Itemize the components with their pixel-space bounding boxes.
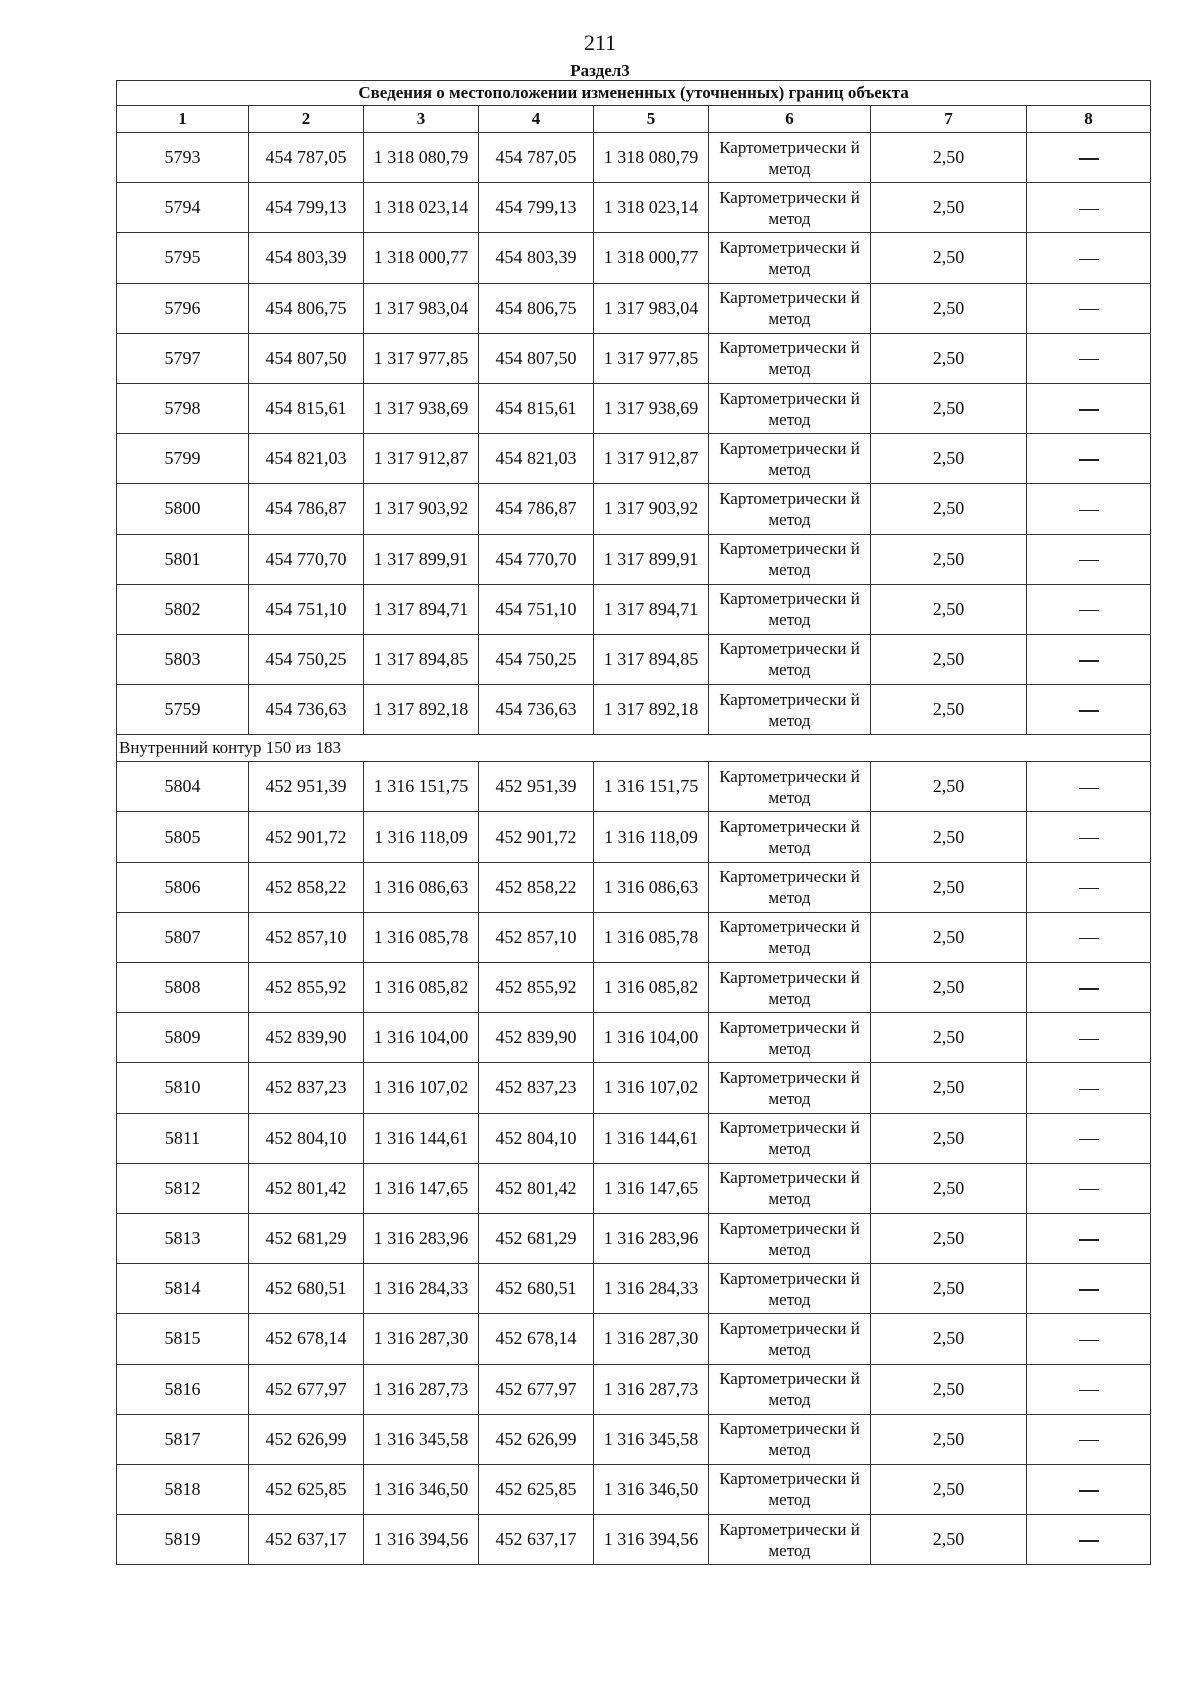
column-header: 4 <box>479 106 594 133</box>
column-header: 8 <box>1027 106 1151 133</box>
table-row <box>117 233 1151 283</box>
table-cell: 5794 <box>117 183 249 233</box>
table-cell: 2,50 <box>871 333 1027 383</box>
table-cell-dash <box>1027 634 1151 684</box>
table-cell: 5800 <box>117 484 249 534</box>
dash-mark <box>1079 309 1099 310</box>
table-cell: 2,50 <box>871 963 1027 1013</box>
table-cell: 452 680,51 <box>479 1264 594 1314</box>
table-cell: Картометрически й метод <box>709 762 871 812</box>
table-cell-dash <box>1027 484 1151 534</box>
column-header: 2 <box>249 106 364 133</box>
table-cell-dash <box>1027 383 1151 433</box>
dash-mark <box>1079 1340 1099 1341</box>
table-cell: 1 316 107,02 <box>594 1063 709 1113</box>
table-cell: 5809 <box>117 1013 249 1063</box>
table-cell: 1 316 118,09 <box>594 812 709 862</box>
table-cell: 1 317 894,85 <box>364 634 479 684</box>
table-cell: 452 839,90 <box>249 1013 364 1063</box>
table-cell: 1 316 394,56 <box>364 1515 479 1565</box>
table-cell-dash <box>1027 963 1151 1013</box>
table-cell: 452 625,85 <box>479 1464 594 1514</box>
dash-mark <box>1079 1239 1099 1240</box>
dash-mark <box>1079 359 1099 360</box>
table-cell: 1 316 284,33 <box>594 1264 709 1314</box>
table-cell: Картометрически й метод <box>709 183 871 233</box>
table-cell: 454 807,50 <box>479 333 594 383</box>
table-row <box>117 133 1151 183</box>
table-cell: 1 316 287,30 <box>594 1314 709 1364</box>
table-cell: 1 316 287,30 <box>364 1314 479 1364</box>
table-cell-dash <box>1027 1515 1151 1565</box>
table-cell: 2,50 <box>871 534 1027 584</box>
table-row <box>117 1414 1151 1464</box>
table-cell: 5808 <box>117 963 249 1013</box>
table-cell: Картометрически й метод <box>709 1113 871 1163</box>
table-cell: 454 787,05 <box>249 133 364 183</box>
table-cell: 1 316 283,96 <box>364 1213 479 1263</box>
table-cell: 1 317 903,92 <box>594 484 709 534</box>
page-number: 211 <box>583 30 617 55</box>
table-row <box>117 1163 1151 1213</box>
table-row <box>117 1213 1151 1263</box>
table-cell: 1 317 912,87 <box>594 434 709 484</box>
table-cell: 1 316 144,61 <box>364 1113 479 1163</box>
table-cell: 1 318 023,14 <box>364 183 479 233</box>
table-cell: 1 316 283,96 <box>594 1213 709 1263</box>
table-cell: 1 316 394,56 <box>594 1515 709 1565</box>
table-cell: 452 626,99 <box>249 1414 364 1464</box>
table-cell: 1 317 894,71 <box>364 584 479 634</box>
table-cell: 2,50 <box>871 685 1027 735</box>
table-cell: 454 751,10 <box>479 584 594 634</box>
table-cell: 452 804,10 <box>249 1113 364 1163</box>
table-cell: 1 316 085,82 <box>594 963 709 1013</box>
table-cell: 1 317 899,91 <box>364 534 479 584</box>
table-cell: Картометрически й метод <box>709 1213 871 1263</box>
table-cell-dash <box>1027 1063 1151 1113</box>
table-row <box>117 963 1151 1013</box>
dash-mark <box>1079 1039 1099 1040</box>
table-row <box>117 762 1151 812</box>
dash-mark <box>1079 1490 1099 1491</box>
table-cell: 5759 <box>117 685 249 735</box>
table-cell: 5810 <box>117 1063 249 1113</box>
table-cell: 5796 <box>117 283 249 333</box>
table-row <box>117 912 1151 962</box>
table-cell: 1 316 104,00 <box>594 1013 709 1063</box>
table-cell: 452 857,10 <box>249 912 364 962</box>
table-cell: 452 677,97 <box>249 1364 364 1414</box>
table-cell: 2,50 <box>871 383 1027 433</box>
table-cell-dash <box>1027 584 1151 634</box>
table-cell: 2,50 <box>871 484 1027 534</box>
dash-mark <box>1079 209 1099 210</box>
table-cell: 5804 <box>117 762 249 812</box>
table-cell: 2,50 <box>871 1515 1027 1565</box>
table-cell: 452 681,29 <box>249 1213 364 1263</box>
table-cell: Картометрически й метод <box>709 1163 871 1213</box>
table-cell-dash <box>1027 183 1151 233</box>
table-cell-dash <box>1027 862 1151 912</box>
table-cell: 5793 <box>117 133 249 183</box>
dash-mark <box>1079 1189 1099 1190</box>
table-cell: 2,50 <box>871 812 1027 862</box>
table-cell: 1 317 899,91 <box>594 534 709 584</box>
table-cell: 1 317 983,04 <box>594 283 709 333</box>
table-cell-dash <box>1027 1013 1151 1063</box>
table-cell: 454 799,13 <box>249 183 364 233</box>
table-cell: 452 855,92 <box>249 963 364 1013</box>
table-cell: 1 316 144,61 <box>594 1113 709 1163</box>
dash-mark <box>1079 1089 1099 1090</box>
table-cell: 1 318 023,14 <box>594 183 709 233</box>
table-cell: 5795 <box>117 233 249 283</box>
table-cell: 452 901,72 <box>479 812 594 862</box>
table-row <box>117 1013 1151 1063</box>
coordinates-table <box>116 80 1151 1565</box>
table-cell: 452 680,51 <box>249 1264 364 1314</box>
table-cell: 454 815,61 <box>479 383 594 433</box>
table-cell: 2,50 <box>871 1414 1027 1464</box>
table-cell: 452 858,22 <box>479 862 594 912</box>
table-cell: 5812 <box>117 1163 249 1213</box>
table-cell: 452 678,14 <box>249 1314 364 1364</box>
table-cell: 1 316 287,73 <box>594 1364 709 1414</box>
table-cell: 1 317 892,18 <box>364 685 479 735</box>
table-cell-dash <box>1027 283 1151 333</box>
table-row <box>117 685 1151 735</box>
table-cell: 5805 <box>117 812 249 862</box>
table-cell: 2,50 <box>871 1163 1027 1213</box>
table-cell: 1 317 912,87 <box>364 434 479 484</box>
section-title: Раздел3 <box>570 61 630 80</box>
table-row <box>117 183 1151 233</box>
table-row <box>117 584 1151 634</box>
dash-mark <box>1079 888 1099 889</box>
table-cell-dash <box>1027 1364 1151 1414</box>
table-cell: 1 316 151,75 <box>594 762 709 812</box>
column-header: 7 <box>871 106 1027 133</box>
table-cell: Картометрически й метод <box>709 233 871 283</box>
table-cell: 1 316 085,82 <box>364 963 479 1013</box>
table-cell: 5797 <box>117 333 249 383</box>
table-cell: 1 317 894,71 <box>594 584 709 634</box>
table-cell: 2,50 <box>871 1464 1027 1514</box>
table-cell: 454 787,05 <box>479 133 594 183</box>
column-header: 6 <box>709 106 871 133</box>
table-cell: 5814 <box>117 1264 249 1314</box>
table-cell: 452 637,17 <box>479 1515 594 1565</box>
dash-mark <box>1079 660 1099 661</box>
dash-mark <box>1079 409 1099 410</box>
table-cell: 1 317 977,85 <box>594 333 709 383</box>
table-cell: 454 803,39 <box>479 233 594 283</box>
dash-mark <box>1079 459 1099 460</box>
table-cell-dash <box>1027 1264 1151 1314</box>
contour-label: Внутренний контур 150 из 183 <box>117 735 1151 762</box>
table-cell: 2,50 <box>871 183 1027 233</box>
table-cell-dash <box>1027 434 1151 484</box>
table-cell: 1 317 903,92 <box>364 484 479 534</box>
dash-mark <box>1079 710 1099 711</box>
table-cell: 2,50 <box>871 584 1027 634</box>
table-cell: 1 318 080,79 <box>594 133 709 183</box>
table-cell: 1 317 938,69 <box>364 383 479 433</box>
dash-mark <box>1079 988 1099 989</box>
dash-mark <box>1079 1440 1099 1441</box>
table-cell: 1 318 000,77 <box>364 233 479 283</box>
column-header: 1 <box>117 106 249 133</box>
dash-mark <box>1079 1139 1099 1140</box>
table-cell: 2,50 <box>871 233 1027 283</box>
table-cell: 452 681,29 <box>479 1213 594 1263</box>
table-cell: 452 951,39 <box>249 762 364 812</box>
table-cell: 1 316 151,75 <box>364 762 479 812</box>
table-cell-dash <box>1027 812 1151 862</box>
table-cell-dash <box>1027 333 1151 383</box>
dash-mark <box>1079 838 1099 839</box>
table-title: Сведения о местоположении измененных (уточненных) границ объекта <box>117 81 1151 106</box>
table-cell: 1 316 345,58 <box>594 1414 709 1464</box>
table-cell: Картометрически й метод <box>709 1264 871 1314</box>
column-header: 3 <box>364 106 479 133</box>
table-cell: 452 837,23 <box>479 1063 594 1113</box>
table-cell: 2,50 <box>871 1264 1027 1314</box>
table-cell: 454 821,03 <box>249 434 364 484</box>
table-row <box>117 434 1151 484</box>
table-cell: 5816 <box>117 1364 249 1414</box>
table-cell: 1 316 147,65 <box>594 1163 709 1213</box>
table-cell: Картометрически й метод <box>709 1364 871 1414</box>
table-cell: 2,50 <box>871 912 1027 962</box>
table-row <box>117 1314 1151 1364</box>
table-cell: 2,50 <box>871 1213 1027 1263</box>
table-row <box>117 634 1151 684</box>
table-row <box>117 383 1151 433</box>
table-cell: 454 750,25 <box>249 634 364 684</box>
table-cell: 452 804,10 <box>479 1113 594 1163</box>
dash-mark <box>1079 938 1099 939</box>
table-cell: Картометрически й метод <box>709 584 871 634</box>
table-cell: 454 736,63 <box>479 685 594 735</box>
table-cell-dash <box>1027 1464 1151 1514</box>
table-cell: 452 951,39 <box>479 762 594 812</box>
table-cell-dash <box>1027 233 1151 283</box>
table-cell: Картометрически й метод <box>709 434 871 484</box>
table-row <box>117 1264 1151 1314</box>
table-cell: Картометрически й метод <box>709 1063 871 1113</box>
table-cell: 452 857,10 <box>479 912 594 962</box>
table-cell: Картометрически й метод <box>709 812 871 862</box>
table-cell: 5811 <box>117 1113 249 1163</box>
dash-mark <box>1079 1289 1099 1290</box>
table-cell: Картометрически й метод <box>709 1314 871 1364</box>
table-cell: 1 316 118,09 <box>364 812 479 862</box>
table-cell: 2,50 <box>871 634 1027 684</box>
table-cell: 1 317 983,04 <box>364 283 479 333</box>
table-cell: 1 316 345,58 <box>364 1414 479 1464</box>
table-cell: 1 317 894,85 <box>594 634 709 684</box>
table-cell-dash <box>1027 912 1151 962</box>
table-cell: 1 316 086,63 <box>594 862 709 912</box>
table-cell: Картометрически й метод <box>709 283 871 333</box>
table-row <box>117 534 1151 584</box>
table-cell-dash <box>1027 1163 1151 1213</box>
table-cell: Картометрически й метод <box>709 963 871 1013</box>
table-cell: 1 317 938,69 <box>594 383 709 433</box>
dash-mark <box>1079 560 1099 561</box>
table-cell-dash <box>1027 1414 1151 1464</box>
table-cell: 454 806,75 <box>479 283 594 333</box>
table-cell: Картометрически й метод <box>709 534 871 584</box>
table-row <box>117 1113 1151 1163</box>
table-cell: 454 751,10 <box>249 584 364 634</box>
table-cell-dash <box>1027 1213 1151 1263</box>
table-row <box>117 1364 1151 1414</box>
table-cell: Картометрически й метод <box>709 1464 871 1514</box>
table-cell: 5813 <box>117 1213 249 1263</box>
table-cell: 5819 <box>117 1515 249 1565</box>
table-row <box>117 1063 1151 1113</box>
dash-mark <box>1079 158 1099 159</box>
table-cell: 2,50 <box>871 283 1027 333</box>
table-cell: Картометрически й метод <box>709 685 871 735</box>
table-cell: 1 318 000,77 <box>594 233 709 283</box>
table-cell: Картометрически й метод <box>709 862 871 912</box>
table-cell: 1 316 346,50 <box>364 1464 479 1514</box>
table-cell: 452 858,22 <box>249 862 364 912</box>
table-cell: Картометрически й метод <box>709 634 871 684</box>
table-cell: 452 839,90 <box>479 1013 594 1063</box>
dash-mark <box>1079 1390 1099 1391</box>
dash-mark <box>1079 788 1099 789</box>
table-cell: 452 837,23 <box>249 1063 364 1113</box>
table-cell: 1 316 147,65 <box>364 1163 479 1213</box>
table-cell: 454 770,70 <box>249 534 364 584</box>
table-cell: Картометрически й метод <box>709 912 871 962</box>
table-cell: 5817 <box>117 1414 249 1464</box>
table-cell: 2,50 <box>871 1314 1027 1364</box>
table-cell: 454 770,70 <box>479 534 594 584</box>
table-cell-dash <box>1027 685 1151 735</box>
table-cell: 1 317 977,85 <box>364 333 479 383</box>
table-cell: Картометрически й метод <box>709 1515 871 1565</box>
table-cell: 452 637,17 <box>249 1515 364 1565</box>
column-header: 5 <box>594 106 709 133</box>
table-row <box>117 1464 1151 1514</box>
table-cell-dash <box>1027 534 1151 584</box>
table-cell: 5799 <box>117 434 249 484</box>
table-cell: 5807 <box>117 912 249 962</box>
table-row <box>117 333 1151 383</box>
table-row <box>117 812 1151 862</box>
table-cell: 454 786,87 <box>249 484 364 534</box>
table-cell: 2,50 <box>871 1364 1027 1414</box>
table-cell: 454 806,75 <box>249 283 364 333</box>
table-cell: 454 803,39 <box>249 233 364 283</box>
table-cell: 2,50 <box>871 762 1027 812</box>
table-cell: 5803 <box>117 634 249 684</box>
table-cell: Картометрически й метод <box>709 484 871 534</box>
table-cell: 2,50 <box>871 1013 1027 1063</box>
table-cell: 1 316 085,78 <box>594 912 709 962</box>
table-cell: Картометрически й метод <box>709 333 871 383</box>
dash-mark <box>1079 610 1099 611</box>
table-cell: 1 316 287,73 <box>364 1364 479 1414</box>
table-cell: 452 678,14 <box>479 1314 594 1364</box>
table-cell: 5802 <box>117 584 249 634</box>
table-cell: 5818 <box>117 1464 249 1514</box>
table-cell-dash <box>1027 133 1151 183</box>
table-cell: 452 625,85 <box>249 1464 364 1514</box>
table-row <box>117 1515 1151 1565</box>
table-cell: 1 316 107,02 <box>364 1063 479 1113</box>
table-cell: 452 901,72 <box>249 812 364 862</box>
table-cell: 2,50 <box>871 862 1027 912</box>
table-cell: 5815 <box>117 1314 249 1364</box>
table-cell: Картометрически й метод <box>709 1013 871 1063</box>
table-cell: 1 316 104,00 <box>364 1013 479 1063</box>
table-cell: 452 677,97 <box>479 1364 594 1414</box>
table-cell: 1 318 080,79 <box>364 133 479 183</box>
table-cell: Картометрически й метод <box>709 383 871 433</box>
dash-mark <box>1079 510 1099 511</box>
table-cell: 2,50 <box>871 1113 1027 1163</box>
table-cell: Картометрически й метод <box>709 133 871 183</box>
table-cell: 5798 <box>117 383 249 433</box>
table-cell: 1 316 346,50 <box>594 1464 709 1514</box>
table-cell: 454 736,63 <box>249 685 364 735</box>
dash-mark <box>1079 259 1099 260</box>
table-cell: 452 626,99 <box>479 1414 594 1464</box>
table-cell: 452 801,42 <box>249 1163 364 1213</box>
table-cell: 454 821,03 <box>479 434 594 484</box>
table-cell: 1 317 892,18 <box>594 685 709 735</box>
table-cell: Картометрически й метод <box>709 1414 871 1464</box>
table-cell: 1 316 284,33 <box>364 1264 479 1314</box>
dash-mark <box>1079 1540 1099 1541</box>
table-cell: 2,50 <box>871 1063 1027 1113</box>
table-cell: 454 799,13 <box>479 183 594 233</box>
table-cell: 2,50 <box>871 133 1027 183</box>
table-cell: 5801 <box>117 534 249 584</box>
table-cell: 452 801,42 <box>479 1163 594 1213</box>
table-cell-dash <box>1027 762 1151 812</box>
table-cell-dash <box>1027 1314 1151 1364</box>
table-cell: 5806 <box>117 862 249 912</box>
table-cell: 452 855,92 <box>479 963 594 1013</box>
table-cell: 454 750,25 <box>479 634 594 684</box>
contour-label-row <box>117 735 1151 762</box>
table-cell: 1 316 086,63 <box>364 862 479 912</box>
table-cell: 1 316 085,78 <box>364 912 479 962</box>
table-row <box>117 484 1151 534</box>
table-cell: 2,50 <box>871 434 1027 484</box>
table-cell: 454 807,50 <box>249 333 364 383</box>
table-row <box>117 862 1151 912</box>
table-cell: 454 786,87 <box>479 484 594 534</box>
table-cell: 454 815,61 <box>249 383 364 433</box>
table-row <box>117 283 1151 333</box>
table-cell-dash <box>1027 1113 1151 1163</box>
